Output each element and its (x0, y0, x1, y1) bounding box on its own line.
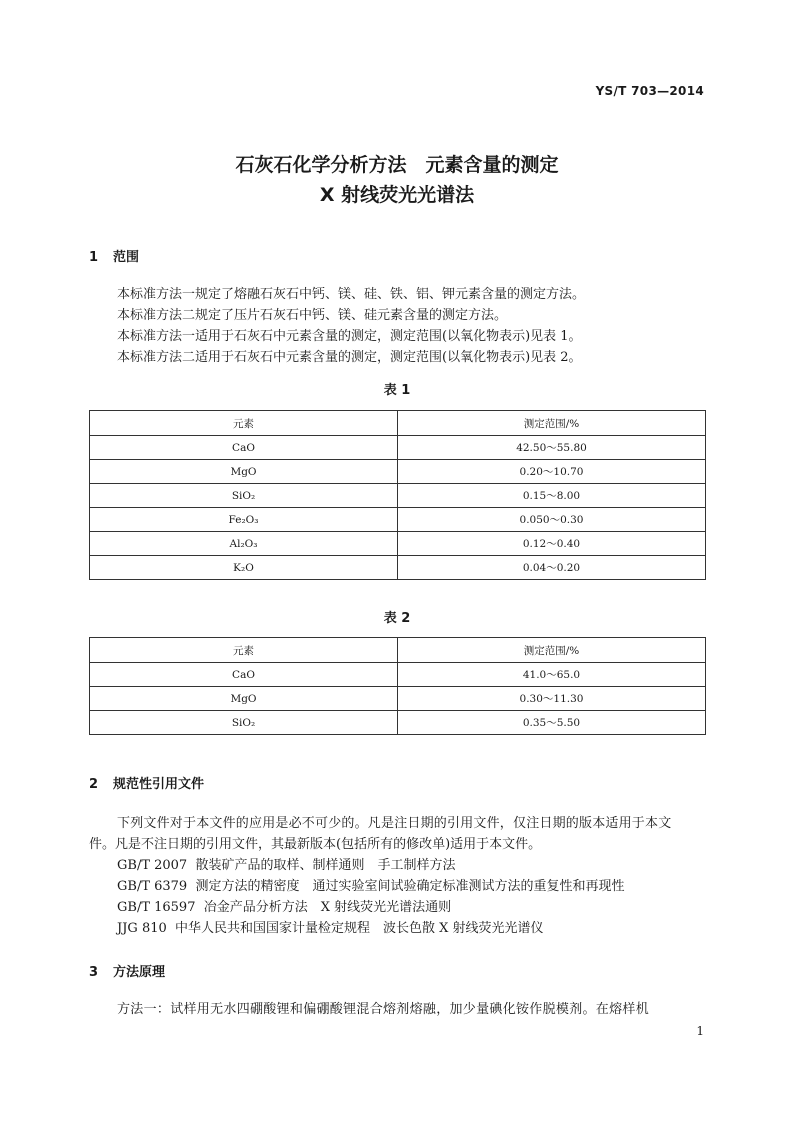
section-title: 方法原理 (113, 965, 166, 980)
table-cell: Fe₂O₃ (90, 508, 398, 532)
table-cell: 0.050～0.30 (398, 508, 706, 532)
column-header: 测定范围/% (398, 638, 706, 663)
table-cell: 0.20～10.70 (398, 460, 706, 484)
table-row (90, 508, 706, 532)
reference-title: 中华人民共和国国家计量检定规程 波长色散 X 射线荧光光谱仪 (175, 921, 544, 936)
paragraph: 下列文件对于本文件的应用是必不可少的。凡是注日期的引用文件，仅注日期的版本适用于本文 (117, 816, 672, 831)
page-title-line1: 石灰石化学分析方法 元素含量的测定 (235, 154, 559, 176)
table-row (90, 532, 706, 556)
table-cell: MgO (90, 460, 398, 484)
section-2-body (89, 813, 706, 939)
table-cell: 0.30～11.30 (398, 687, 706, 711)
table-cell: 0.15～8.00 (398, 484, 706, 508)
table-header-row (90, 411, 706, 436)
reference-code: JJG 810 (117, 921, 167, 936)
paragraph: 本标准方法二规定了压片石灰石中钙、镁、硅元素含量的测定方法。 (117, 308, 508, 323)
page-title-line2: X 射线荧光光谱法 (319, 184, 475, 206)
section-title: 范围 (113, 250, 140, 265)
reference-item (89, 897, 706, 918)
table-2 (89, 637, 706, 735)
section-title: 规范性引用文件 (113, 777, 205, 792)
section-number: 1 (89, 250, 99, 265)
table-cell: CaO (90, 663, 398, 687)
table-1-caption: 表 1 (383, 383, 411, 398)
table-cell: 0.04～0.20 (398, 556, 706, 580)
reference-item (89, 855, 706, 876)
section-number: 3 (89, 965, 99, 980)
reference-title: 散装矿产品的取样、制样通则 手工制样方法 (195, 858, 456, 873)
column-header: 元素 (90, 411, 398, 436)
paragraph: 件。凡是不注日期的引用文件，其最新版本(包括所有的修改单)适用于本文件。 (89, 837, 542, 852)
column-header: 元素 (90, 638, 398, 663)
table-cell: MgO (90, 687, 398, 711)
paragraph: 本标准方法一适用于石灰石中元素含量的测定，测定范围(以氧化物表示)见表 1。 (117, 329, 582, 344)
reference-code: GB/T 16597 (117, 900, 196, 915)
column-header: 测定范围/% (398, 411, 706, 436)
paragraph: 本标准方法二适用于石灰石中元素含量的测定，测定范围(以氧化物表示)见表 2。 (117, 350, 582, 365)
section-1-body (89, 284, 706, 368)
table-cell: CaO (90, 436, 398, 460)
reference-title: 测定方法的精密度 通过实验室间试验确定标准测试方法的重复性和再现性 (195, 879, 625, 894)
table-row (90, 460, 706, 484)
table-header-row (90, 638, 706, 663)
table-cell: 42.50～55.80 (398, 436, 706, 460)
table-cell: 0.12～0.40 (398, 532, 706, 556)
table-row (90, 436, 706, 460)
reference-title: 冶金产品分析方法 X 射线荧光光谱法通则 (203, 900, 452, 915)
reference-item (89, 876, 706, 897)
reference-item (89, 918, 706, 939)
table-cell: 41.0～65.0 (398, 663, 706, 687)
table-cell: Al₂O₃ (90, 532, 398, 556)
paragraph: 本标准方法一规定了熔融石灰石中钙、镁、硅、铁、铝、钾元素含量的测定方法。 (117, 287, 586, 302)
section-1-heading (89, 246, 139, 265)
page-number: 1 (696, 1024, 704, 1038)
section-3-heading (89, 961, 165, 980)
table-cell: SiO₂ (90, 711, 398, 735)
table-2-caption: 表 2 (383, 611, 411, 626)
standard-code: YS/T 703—2014 (595, 84, 704, 98)
paragraph: 方法一：试样用无水四硼酸锂和偏硼酸锂混合熔剂熔融，加少量碘化铵作脱模剂。在熔样机 (117, 1002, 650, 1017)
section-2-heading (89, 773, 204, 792)
section-3-body (89, 999, 706, 1020)
table-cell: SiO₂ (90, 484, 398, 508)
table-row (90, 687, 706, 711)
section-number: 2 (89, 777, 99, 792)
table-cell: K₂O (90, 556, 398, 580)
reference-code: GB/T 2007 (117, 858, 188, 873)
table-cell: 0.35～5.50 (398, 711, 706, 735)
reference-code: GB/T 6379 (117, 879, 188, 894)
table-1 (89, 410, 706, 580)
table-row (90, 556, 706, 580)
table-row (90, 484, 706, 508)
table-row (90, 663, 706, 687)
table-row (90, 711, 706, 735)
